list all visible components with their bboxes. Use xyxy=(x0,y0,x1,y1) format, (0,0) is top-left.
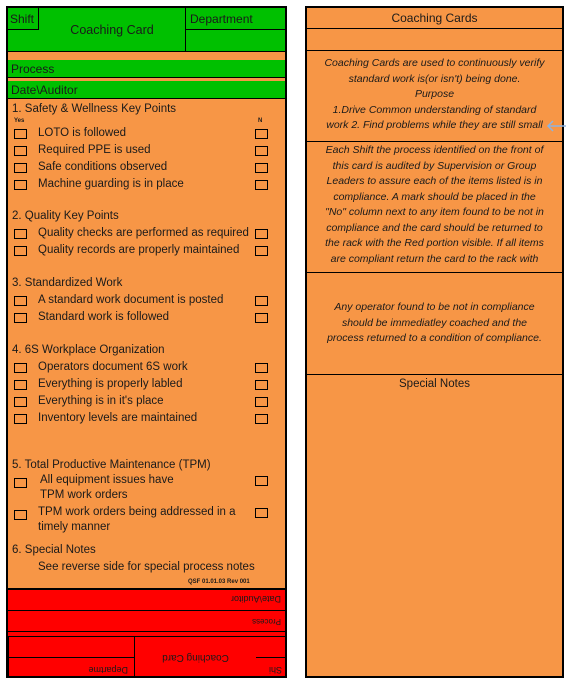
intro-line: Coaching Cards are used to continuously verify xyxy=(324,57,545,69)
yes-checkbox[interactable] xyxy=(14,146,27,156)
date-auditor-flipped-label: Date\Auditor xyxy=(230,594,281,604)
no-checkbox[interactable] xyxy=(255,146,268,156)
section-title: 1. Safety & Wellness Key Points xyxy=(12,103,177,115)
section-title: 2. Quality Key Points xyxy=(12,210,119,222)
header-flipped xyxy=(8,636,285,677)
no-checkbox[interactable] xyxy=(255,229,268,239)
no-checkbox[interactable] xyxy=(255,180,268,190)
purpose-line: 1.Drive Common understanding of standard xyxy=(332,103,537,116)
no-checkbox[interactable] xyxy=(255,508,268,518)
department-label: Department xyxy=(186,8,285,30)
purpose-line: work 2. Find problems while they are still small xyxy=(326,119,543,131)
yes-checkbox[interactable] xyxy=(14,129,27,139)
process-flipped-label: Process xyxy=(252,617,281,626)
process-field[interactable]: Process xyxy=(8,60,285,78)
yes-checkbox[interactable] xyxy=(14,296,27,306)
special-notes-title: Special Notes xyxy=(399,378,470,390)
compliance-line: Any operator found to be not in compliance xyxy=(334,301,535,314)
compliance-line: process returned to a condition of compliance. xyxy=(327,332,542,345)
department-flipped xyxy=(8,637,134,678)
section-title: 4. 6S Workplace Organization xyxy=(12,344,165,356)
checklist-item: Everything is properly labled xyxy=(38,378,183,390)
checklist-item: A standard work document is posted xyxy=(38,294,224,306)
section-title: 5. Total Productive Maintenance (TPM) xyxy=(12,459,211,471)
no-checkbox[interactable] xyxy=(255,296,268,306)
yes-checkbox[interactable] xyxy=(14,510,27,520)
checklist-item: Standard work is followed xyxy=(38,311,170,323)
checklist-item: Machine guarding is in place xyxy=(38,178,184,190)
checklist-item: Everything is in it's place xyxy=(38,395,164,407)
checklist-item xyxy=(40,473,174,503)
no-checkbox[interactable] xyxy=(255,380,268,390)
card-title: Coaching Card xyxy=(39,8,186,52)
back-blank-row xyxy=(307,29,562,51)
intro-line: standard work is(or isn't) being done. xyxy=(348,72,521,85)
purpose-label: Purpose xyxy=(414,88,455,100)
shift-flipped-label: Shi xyxy=(256,657,285,678)
coaching-card-back xyxy=(305,6,564,678)
checklist-item: LOTO is followed xyxy=(38,127,126,139)
special-notes-area[interactable] xyxy=(307,396,562,676)
no-checkbox[interactable] xyxy=(255,397,268,407)
arrow-left-icon xyxy=(545,120,567,132)
instruction-line: compliance and the card should be returned to xyxy=(326,221,543,234)
no-checkbox[interactable] xyxy=(255,246,268,256)
compliance-block xyxy=(307,273,562,375)
shift-flipped xyxy=(256,637,285,678)
checklist-item-line: TPM work orders being addressed in a xyxy=(38,506,236,518)
no-checkbox[interactable] xyxy=(255,363,268,373)
date-auditor-field[interactable]: Date\Auditor xyxy=(8,81,285,99)
yes-checkbox[interactable] xyxy=(14,313,27,323)
yes-checkbox[interactable] xyxy=(14,163,27,173)
yes-checkbox[interactable] xyxy=(14,414,27,424)
no-checkbox[interactable] xyxy=(255,163,268,173)
front-header xyxy=(8,8,285,52)
no-checkbox[interactable] xyxy=(255,129,268,139)
back-title: Coaching Cards xyxy=(307,8,562,29)
process-flipped xyxy=(8,610,285,632)
instruction-line: are compliant return the card to the rack with xyxy=(330,252,539,265)
yes-checkbox[interactable] xyxy=(14,363,27,373)
instruction-line: "No" column next to any item found to be not in xyxy=(325,206,544,218)
checklist-item-line: All equipment issues have xyxy=(40,474,174,486)
special-notes-hint: See reverse side for special process notes xyxy=(38,561,255,573)
no-checkbox[interactable] xyxy=(255,313,268,323)
instruction-line: compliance. A mark should be placed in the xyxy=(333,190,536,203)
card-title-flipped: Coaching Card xyxy=(134,637,256,678)
section-title: 6. Special Notes xyxy=(12,544,96,556)
yes-checkbox[interactable] xyxy=(14,246,27,256)
checklist-item-line: timely manner xyxy=(38,521,111,533)
yes-checkbox[interactable] xyxy=(14,397,27,407)
coaching-card-front xyxy=(6,6,287,678)
instructions-block xyxy=(307,142,562,273)
yes-checkbox[interactable] xyxy=(14,380,27,390)
no-checkbox[interactable] xyxy=(255,414,268,424)
compliance-line: should be immediatley coached and the xyxy=(341,316,528,329)
checklist-item: Quality checks are performed as required xyxy=(38,227,249,239)
shift-label: Shift xyxy=(8,8,39,30)
form-code: QSF 01.01.03 Rev 001 xyxy=(188,579,250,585)
instruction-line: Leaders to assure each of the items listed is in xyxy=(326,175,543,187)
department-flipped-label: Departme xyxy=(8,657,134,678)
date-auditor-flipped xyxy=(8,589,285,607)
yes-checkbox[interactable] xyxy=(14,229,27,239)
checklist-item: Operators document 6S work xyxy=(38,361,188,373)
yes-column-label: Yes xyxy=(14,118,25,124)
checklist-item: Required PPE is used xyxy=(38,144,151,156)
yes-checkbox[interactable] xyxy=(14,478,27,488)
instruction-line: this card is audited by Supervision or Group xyxy=(332,159,537,172)
yes-checkbox[interactable] xyxy=(14,180,27,190)
intro-block xyxy=(307,54,562,142)
checklist-item: Inventory levels are maintained xyxy=(38,412,198,424)
no-column-label: N xyxy=(258,118,263,124)
checklist-item: Safe conditions observed xyxy=(38,161,168,173)
section-title: 3. Standardized Work xyxy=(12,277,123,289)
no-checkbox[interactable] xyxy=(255,476,268,486)
instruction-line: Each Shift the process identified on the front of xyxy=(325,144,544,156)
checklist-item-line: TPM work orders xyxy=(40,489,128,501)
instruction-line: the rack with the Red portion visible. If all items xyxy=(325,237,544,249)
front-footer-red xyxy=(8,588,285,676)
checklist-item xyxy=(38,505,236,535)
checklist-item: Quality records are properly maintained xyxy=(38,244,240,256)
